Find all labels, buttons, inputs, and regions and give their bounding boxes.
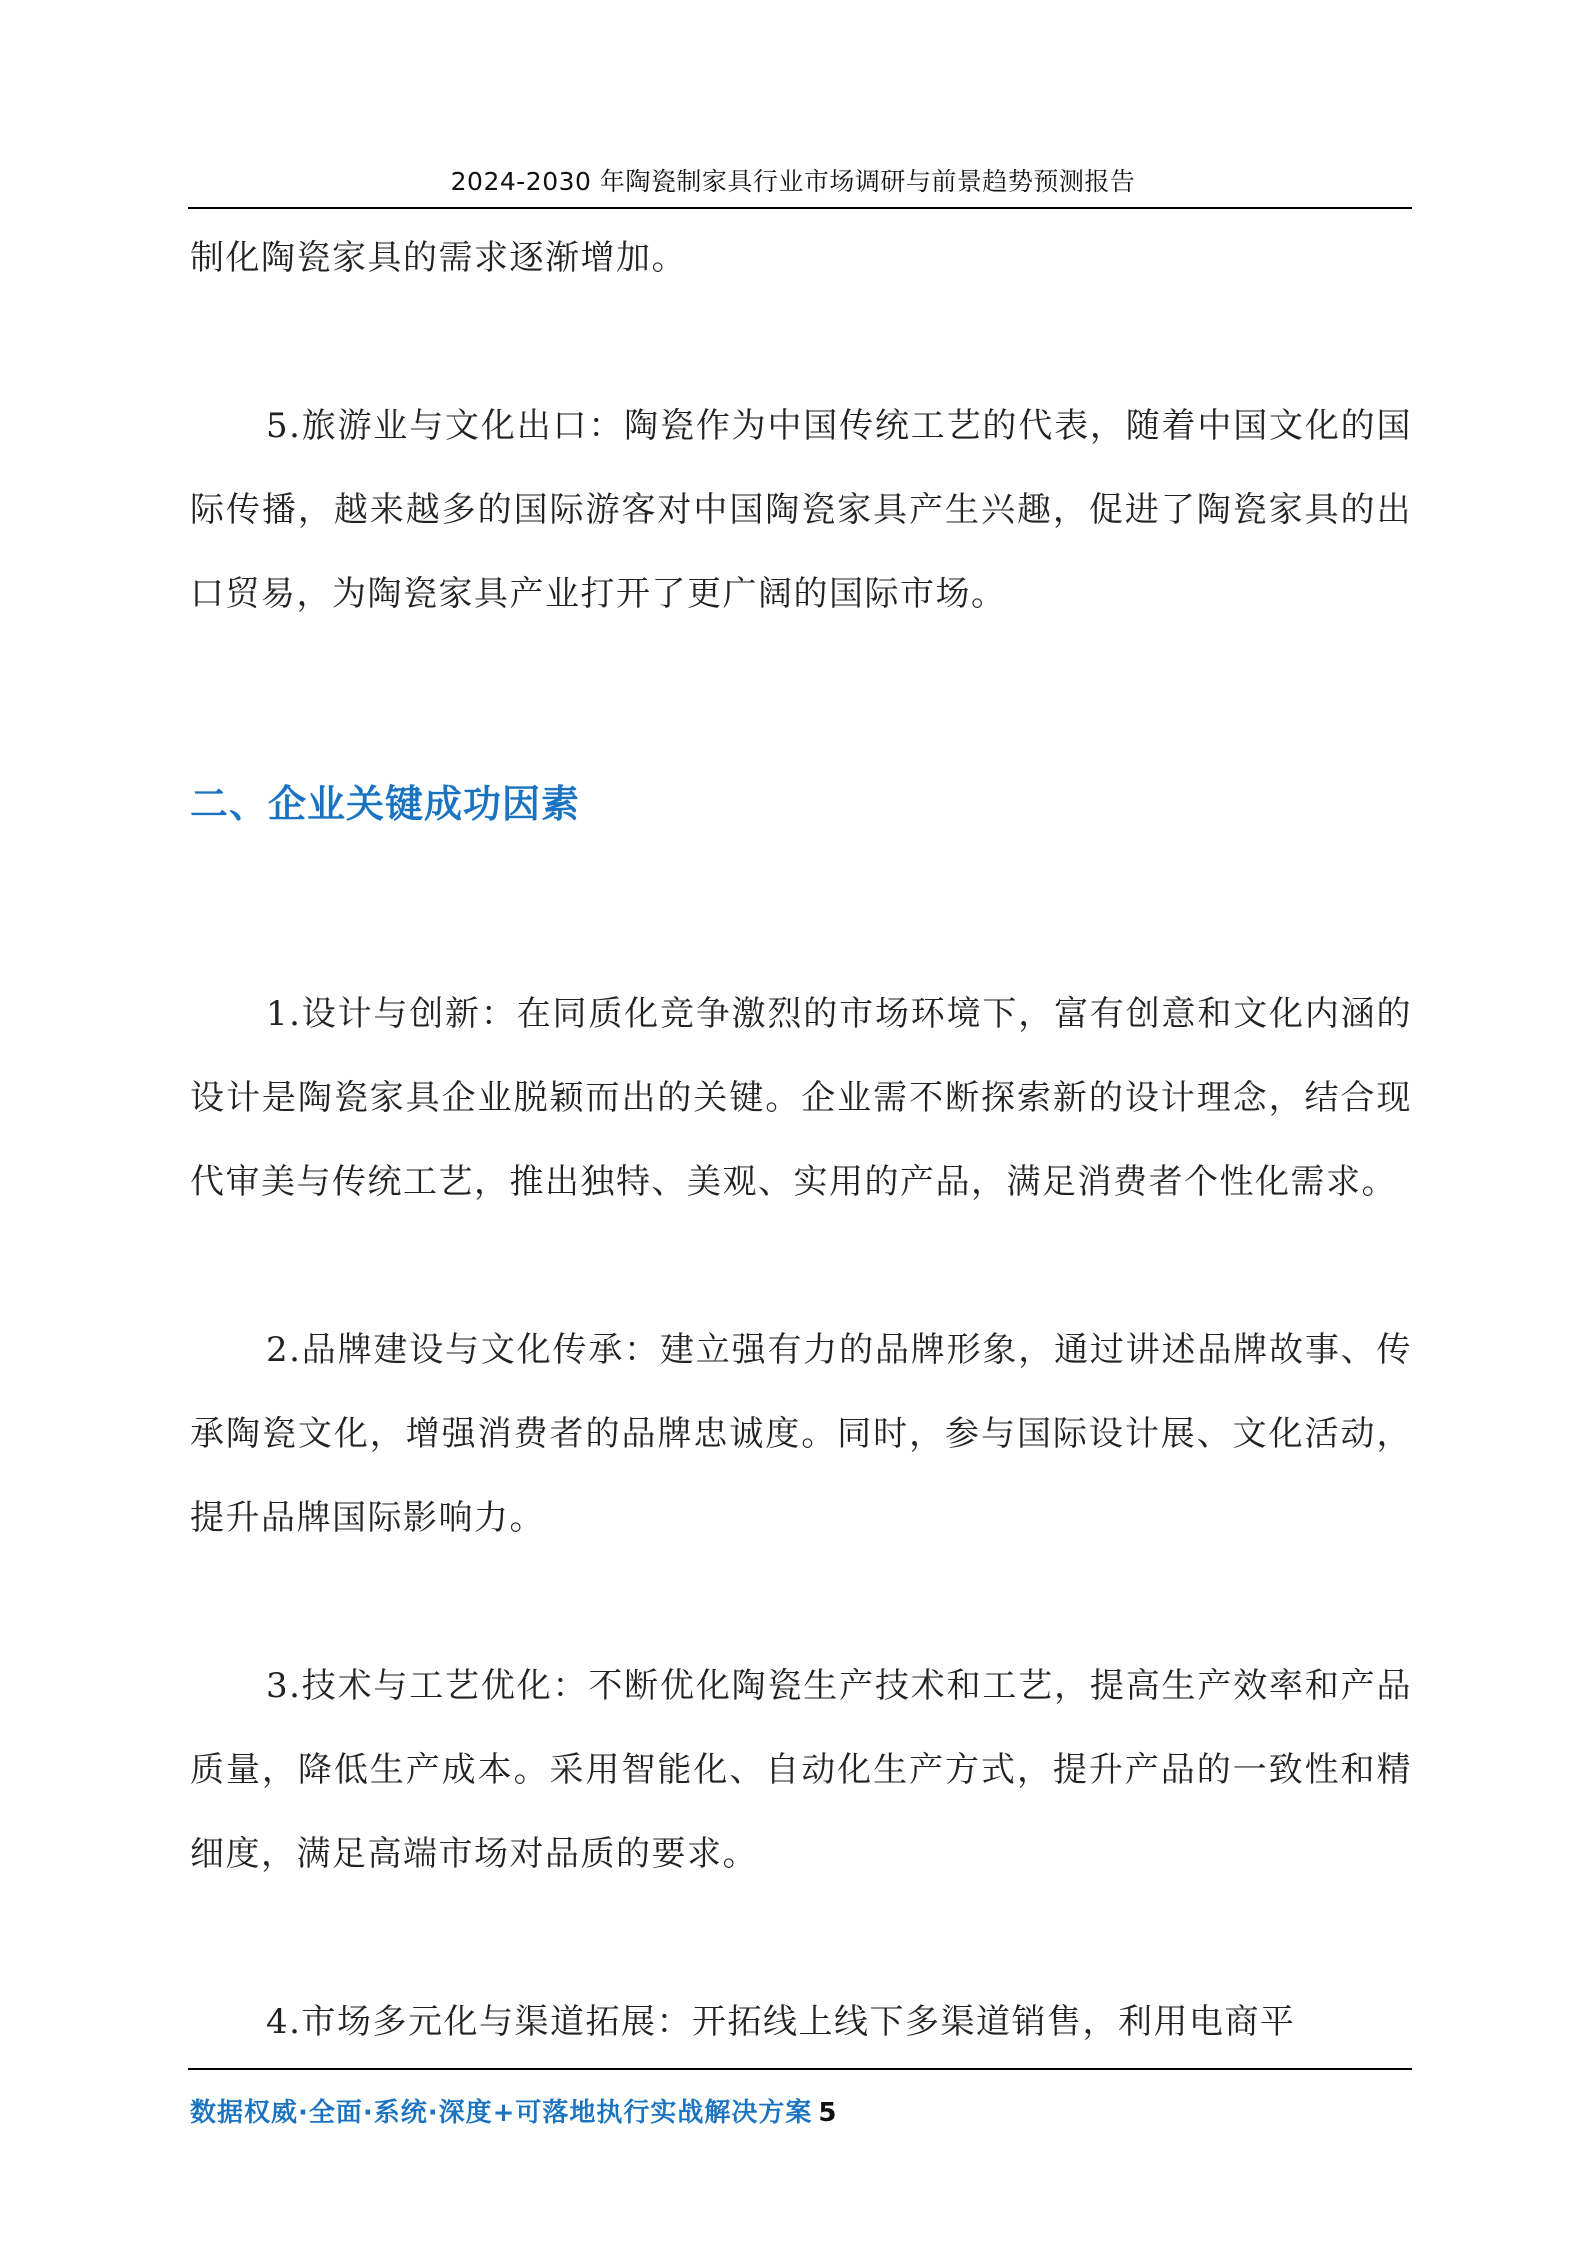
footer — [190, 2092, 838, 2129]
paragraph-brand-building: 2.品牌建设与文化传承：建立强有力的品牌形象，通过讲述品牌故事、传承陶瓷文化，增强消费者的品牌忠诚度。同时，参与国际设计展、文化活动，提升品牌国际影响力。 — [190, 1330, 1412, 1538]
paragraph-tourism-export: 5.旅游业与文化出口：陶瓷作为中国传统工艺的代表，随着中国文化的国际传播，越来越多的国际游客对中国陶瓷家具产生兴趣，促进了陶瓷家具的出口贸易，为陶瓷家具产业打开了更广阔的国际市场。 — [190, 406, 1412, 614]
footer-slogan: 数据权威·全面·系统·深度+可落地执行实战解决方案 — [190, 2098, 813, 2128]
paragraph-gap — [190, 1896, 1412, 1980]
paragraph-gap — [190, 888, 1412, 972]
document-body — [190, 216, 1412, 2064]
paragraph-gap — [190, 1560, 1412, 1644]
continued-paragraph: 制化陶瓷家具的需求逐渐增加。 — [190, 238, 687, 278]
paragraph-gap — [190, 1224, 1412, 1308]
paragraph-design-innovation: 1.设计与创新：在同质化竞争激烈的市场环境下，富有创意和文化内涵的设计是陶瓷家具企业脱颖而出的关键。企业需不断探索新的设计理念，结合现代审美与传统工艺，推出独特、美观、实用的产品，满足消费者个性化需求。 — [190, 994, 1412, 1202]
report-title: 2024-2030 年陶瓷制家具行业市场调研与前景趋势预测报告 — [450, 167, 1136, 196]
page-number: 5 — [818, 2098, 838, 2128]
section-heading: 二、企业关键成功因素 — [190, 782, 581, 826]
header-divider — [188, 207, 1412, 209]
paragraph-market-channels: 4.市场多元化与渠道拓展：开拓线上线下多渠道销售，利用电商平 — [266, 2002, 1296, 2042]
paragraph-technology: 3.技术与工艺优化：不断优化陶瓷生产技术和工艺，提高生产效率和产品质量，降低生产成本。采用智能化、自动化生产方式，提升产品的一致性和精细度，满足高端市场对品质的要求。 — [190, 1666, 1412, 1874]
paragraph-gap — [190, 636, 1412, 720]
footer-divider — [188, 2068, 1412, 2070]
paragraph-gap — [190, 300, 1412, 384]
